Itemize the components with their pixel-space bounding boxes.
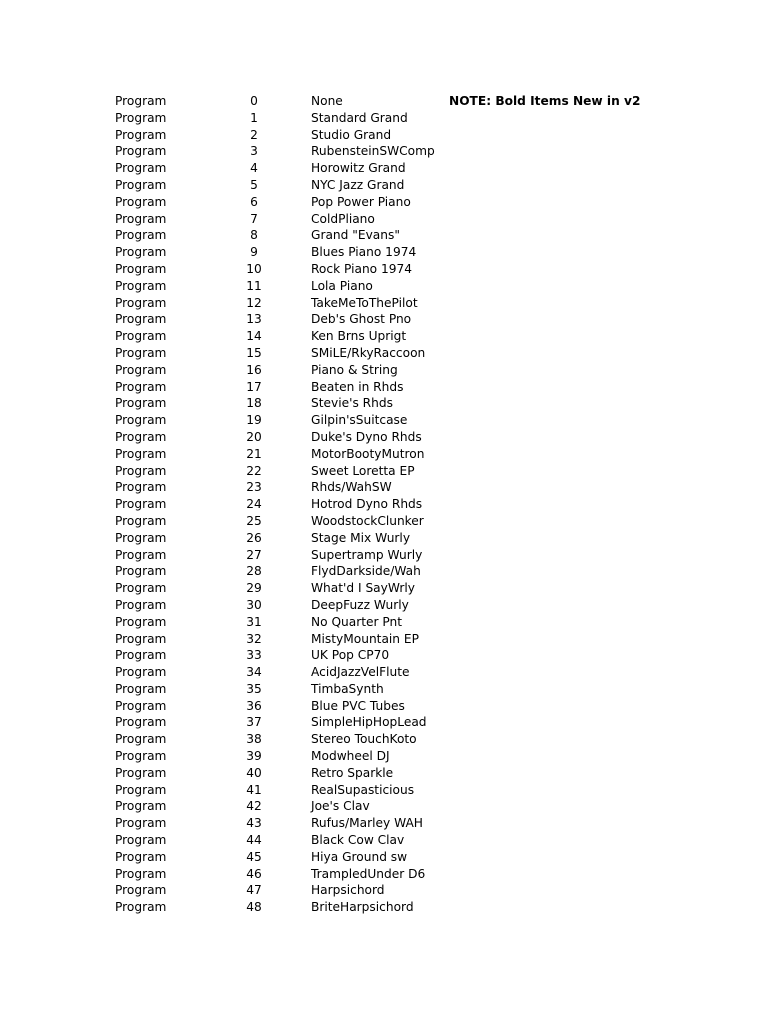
program-row bbox=[0, 849, 768, 866]
program-type-cell: Program bbox=[115, 614, 167, 629]
program-type-cell: Program bbox=[115, 547, 167, 562]
program-type-cell: Program bbox=[115, 110, 167, 125]
bold-items-note: NOTE: Bold Items New in v2 bbox=[449, 94, 641, 108]
program-number-cell: 25 bbox=[246, 513, 262, 528]
program-row bbox=[0, 261, 768, 278]
program-type-cell: Program bbox=[115, 631, 167, 646]
program-list-sheet bbox=[0, 93, 768, 916]
program-name-cell: WoodstockClunker bbox=[311, 513, 424, 528]
program-name-cell: Standard Grand bbox=[311, 110, 408, 125]
program-type-cell: Program bbox=[115, 144, 167, 159]
program-row bbox=[0, 295, 768, 312]
program-type-cell: Program bbox=[115, 866, 167, 881]
program-name-cell: Stage Mix Wurly bbox=[311, 530, 411, 545]
program-type-cell: Program bbox=[115, 681, 167, 696]
program-name-cell: AcidJazzVelFlute bbox=[311, 665, 410, 680]
program-name-cell: Hotrod Dyno Rhds bbox=[311, 497, 423, 512]
program-type-cell: Program bbox=[115, 816, 167, 831]
program-number-cell: 6 bbox=[250, 194, 258, 209]
program-type-cell: Program bbox=[115, 379, 167, 394]
program-name-cell: Harpsichord bbox=[311, 883, 385, 898]
program-row bbox=[0, 496, 768, 513]
program-number-cell: 10 bbox=[246, 261, 262, 276]
program-number-cell: 45 bbox=[246, 849, 262, 864]
program-number-cell: 8 bbox=[250, 228, 258, 243]
program-number-cell: 34 bbox=[246, 665, 262, 680]
program-row bbox=[0, 278, 768, 295]
program-name-cell: Gilpin'sSuitcase bbox=[311, 413, 408, 428]
program-row bbox=[0, 227, 768, 244]
program-name-cell: Black Cow Clav bbox=[311, 833, 405, 848]
program-row bbox=[0, 765, 768, 782]
program-number-cell: 28 bbox=[246, 564, 262, 579]
program-row bbox=[0, 412, 768, 429]
program-name-cell: Sweet Loretta EP bbox=[311, 463, 415, 478]
program-row bbox=[0, 143, 768, 160]
program-type-cell: Program bbox=[115, 329, 167, 344]
program-name-cell: DeepFuzz Wurly bbox=[311, 597, 409, 612]
program-name-cell: Piano & String bbox=[311, 362, 398, 377]
program-name-cell: RubensteinSWComp bbox=[311, 144, 435, 159]
program-type-cell: Program bbox=[115, 732, 167, 747]
program-number-cell: 16 bbox=[246, 362, 262, 377]
program-number-cell: 26 bbox=[246, 530, 262, 545]
program-row bbox=[0, 597, 768, 614]
program-number-cell: 23 bbox=[246, 480, 262, 495]
program-number-cell: 31 bbox=[246, 614, 262, 629]
program-number-cell: 47 bbox=[246, 883, 262, 898]
program-name-cell: MotorBootyMutron bbox=[311, 446, 425, 461]
program-number-cell: 22 bbox=[246, 463, 262, 478]
program-row bbox=[0, 160, 768, 177]
program-row bbox=[0, 211, 768, 228]
program-number-cell: 48 bbox=[246, 900, 262, 915]
program-type-cell: Program bbox=[115, 497, 167, 512]
program-name-cell: Blue PVC Tubes bbox=[311, 698, 405, 713]
program-name-cell: Grand "Evans" bbox=[311, 228, 400, 243]
program-number-cell: 29 bbox=[246, 581, 262, 596]
program-name-cell: Stevie's Rhds bbox=[311, 396, 393, 411]
program-type-cell: Program bbox=[115, 782, 167, 797]
program-row bbox=[0, 563, 768, 580]
program-number-cell: 11 bbox=[246, 278, 262, 293]
program-number-cell: 14 bbox=[246, 329, 262, 344]
program-number-cell: 35 bbox=[246, 681, 262, 696]
program-row bbox=[0, 647, 768, 664]
program-name-cell: Horowitz Grand bbox=[311, 161, 406, 176]
program-type-cell: Program bbox=[115, 765, 167, 780]
program-number-cell: 37 bbox=[246, 715, 262, 730]
program-number-cell: 5 bbox=[250, 177, 258, 192]
program-row bbox=[0, 429, 768, 446]
program-type-cell: Program bbox=[115, 261, 167, 276]
program-number-cell: 27 bbox=[246, 547, 262, 562]
program-row bbox=[0, 194, 768, 211]
program-name-cell: MistyMountain EP bbox=[311, 631, 419, 646]
program-name-cell: Hiya Ground sw bbox=[311, 849, 408, 864]
program-type-cell: Program bbox=[115, 597, 167, 612]
program-number-cell: 9 bbox=[250, 245, 258, 260]
program-row bbox=[0, 177, 768, 194]
program-name-cell: UK Pop CP70 bbox=[311, 648, 390, 663]
program-row bbox=[0, 311, 768, 328]
program-name-cell: NYC Jazz Grand bbox=[311, 177, 405, 192]
program-type-cell: Program bbox=[115, 312, 167, 327]
program-name-cell: Pop Power Piano bbox=[311, 194, 411, 209]
program-number-cell: 17 bbox=[246, 379, 262, 394]
program-name-cell: BriteHarpsichord bbox=[311, 900, 414, 915]
program-number-cell: 0 bbox=[250, 94, 258, 108]
program-name-cell: SimpleHipHopLead bbox=[311, 715, 427, 730]
program-name-cell: Ken Brns Uprigt bbox=[311, 329, 407, 344]
program-type-cell: Program bbox=[115, 900, 167, 915]
program-name-cell: RealSupasticious bbox=[311, 782, 415, 797]
program-type-cell: Program bbox=[115, 480, 167, 495]
program-row bbox=[0, 345, 768, 362]
program-number-cell: 33 bbox=[246, 648, 262, 663]
program-row bbox=[0, 832, 768, 849]
program-row bbox=[0, 93, 768, 110]
program-type-cell: Program bbox=[115, 345, 167, 360]
program-type-cell: Program bbox=[115, 698, 167, 713]
program-name-cell: Stereo TouchKoto bbox=[311, 732, 417, 747]
program-number-cell: 30 bbox=[246, 597, 262, 612]
program-number-cell: 19 bbox=[246, 413, 262, 428]
program-row bbox=[0, 899, 768, 916]
program-row bbox=[0, 782, 768, 799]
program-name-cell: TrampledUnder D6 bbox=[311, 866, 426, 881]
program-number-cell: 43 bbox=[246, 816, 262, 831]
program-type-cell: Program bbox=[115, 211, 167, 226]
program-name-cell: Duke's Dyno Rhds bbox=[311, 429, 422, 444]
program-number-cell: 13 bbox=[246, 312, 262, 327]
program-type-cell: Program bbox=[115, 581, 167, 596]
program-number-cell: 7 bbox=[250, 211, 258, 226]
program-type-cell: Program bbox=[115, 228, 167, 243]
program-name-cell: Blues Piano 1974 bbox=[311, 245, 417, 260]
program-type-cell: Program bbox=[115, 849, 167, 864]
program-row bbox=[0, 882, 768, 899]
program-row bbox=[0, 530, 768, 547]
program-name-cell: None bbox=[311, 94, 343, 108]
program-type-cell: Program bbox=[115, 177, 167, 192]
program-row bbox=[0, 463, 768, 480]
program-number-cell: 42 bbox=[246, 799, 262, 814]
program-number-cell: 36 bbox=[246, 698, 262, 713]
program-row bbox=[0, 328, 768, 345]
program-type-cell: Program bbox=[115, 530, 167, 545]
program-type-cell: Program bbox=[115, 413, 167, 428]
program-row bbox=[0, 815, 768, 832]
program-row bbox=[0, 513, 768, 530]
program-name-cell: Rhds/WahSW bbox=[311, 480, 392, 495]
program-row bbox=[0, 446, 768, 463]
program-type-cell: Program bbox=[115, 245, 167, 260]
program-type-cell: Program bbox=[115, 94, 167, 108]
program-row bbox=[0, 580, 768, 597]
program-row bbox=[0, 362, 768, 379]
program-row bbox=[0, 698, 768, 715]
program-row bbox=[0, 631, 768, 648]
program-row bbox=[0, 547, 768, 564]
program-name-cell: Joe's Clav bbox=[311, 799, 370, 814]
program-name-cell: Retro Sparkle bbox=[311, 765, 394, 780]
program-type-cell: Program bbox=[115, 665, 167, 680]
program-row bbox=[0, 866, 768, 883]
program-number-cell: 21 bbox=[246, 446, 262, 461]
program-number-cell: 24 bbox=[246, 497, 262, 512]
program-row bbox=[0, 127, 768, 144]
program-type-cell: Program bbox=[115, 127, 167, 142]
program-row bbox=[0, 479, 768, 496]
program-number-cell: 3 bbox=[250, 144, 258, 159]
program-number-cell: 46 bbox=[246, 866, 262, 881]
program-type-cell: Program bbox=[115, 362, 167, 377]
program-number-cell: 40 bbox=[246, 765, 262, 780]
program-type-cell: Program bbox=[115, 648, 167, 663]
program-name-cell: Lola Piano bbox=[311, 278, 373, 293]
program-name-cell: No Quarter Pnt bbox=[311, 614, 403, 629]
program-type-cell: Program bbox=[115, 799, 167, 814]
program-row bbox=[0, 748, 768, 765]
program-type-cell: Program bbox=[115, 883, 167, 898]
program-name-cell: ColdPliano bbox=[311, 211, 375, 226]
program-type-cell: Program bbox=[115, 513, 167, 528]
program-name-cell: Studio Grand bbox=[311, 127, 392, 142]
program-row bbox=[0, 664, 768, 681]
program-number-cell: 44 bbox=[246, 833, 262, 848]
program-number-cell: 1 bbox=[250, 110, 258, 125]
program-row bbox=[0, 395, 768, 412]
program-row bbox=[0, 681, 768, 698]
program-name-cell: Beaten in Rhds bbox=[311, 379, 404, 394]
program-type-cell: Program bbox=[115, 833, 167, 848]
program-number-cell: 4 bbox=[250, 161, 258, 176]
program-name-cell: SMiLE/RkyRaccoon bbox=[311, 345, 426, 360]
program-type-cell: Program bbox=[115, 429, 167, 444]
program-type-cell: Program bbox=[115, 278, 167, 293]
program-row bbox=[0, 731, 768, 748]
program-row bbox=[0, 714, 768, 731]
program-name-cell: Deb's Ghost Pno bbox=[311, 312, 412, 327]
program-row bbox=[0, 614, 768, 631]
program-row bbox=[0, 379, 768, 396]
program-name-cell: Supertramp Wurly bbox=[311, 547, 423, 562]
program-row bbox=[0, 110, 768, 127]
program-row bbox=[0, 798, 768, 815]
program-type-cell: Program bbox=[115, 396, 167, 411]
program-number-cell: 38 bbox=[246, 732, 262, 747]
program-name-cell: TakeMeToThePilot bbox=[311, 295, 418, 310]
program-number-cell: 12 bbox=[246, 295, 262, 310]
program-number-cell: 39 bbox=[246, 749, 262, 764]
program-number-cell: 32 bbox=[246, 631, 262, 646]
program-type-cell: Program bbox=[115, 463, 167, 478]
program-type-cell: Program bbox=[115, 295, 167, 310]
program-type-cell: Program bbox=[115, 194, 167, 209]
program-number-cell: 2 bbox=[250, 127, 258, 142]
program-number-cell: 20 bbox=[246, 429, 262, 444]
program-name-cell: TimbaSynth bbox=[311, 681, 384, 696]
program-type-cell: Program bbox=[115, 446, 167, 461]
program-name-cell: Rock Piano 1974 bbox=[311, 261, 413, 276]
program-number-cell: 15 bbox=[246, 345, 262, 360]
program-name-cell: Rufus/Marley WAH bbox=[311, 816, 423, 831]
program-name-cell: FlydDarkside/Wah bbox=[311, 564, 421, 579]
program-type-cell: Program bbox=[115, 161, 167, 176]
program-name-cell: Modwheel DJ bbox=[311, 749, 390, 764]
program-type-cell: Program bbox=[115, 715, 167, 730]
program-name-cell: What'd I SayWrly bbox=[311, 581, 415, 596]
program-number-cell: 18 bbox=[246, 396, 262, 411]
program-type-cell: Program bbox=[115, 749, 167, 764]
program-number-cell: 41 bbox=[246, 782, 262, 797]
program-type-cell: Program bbox=[115, 564, 167, 579]
program-row bbox=[0, 244, 768, 261]
